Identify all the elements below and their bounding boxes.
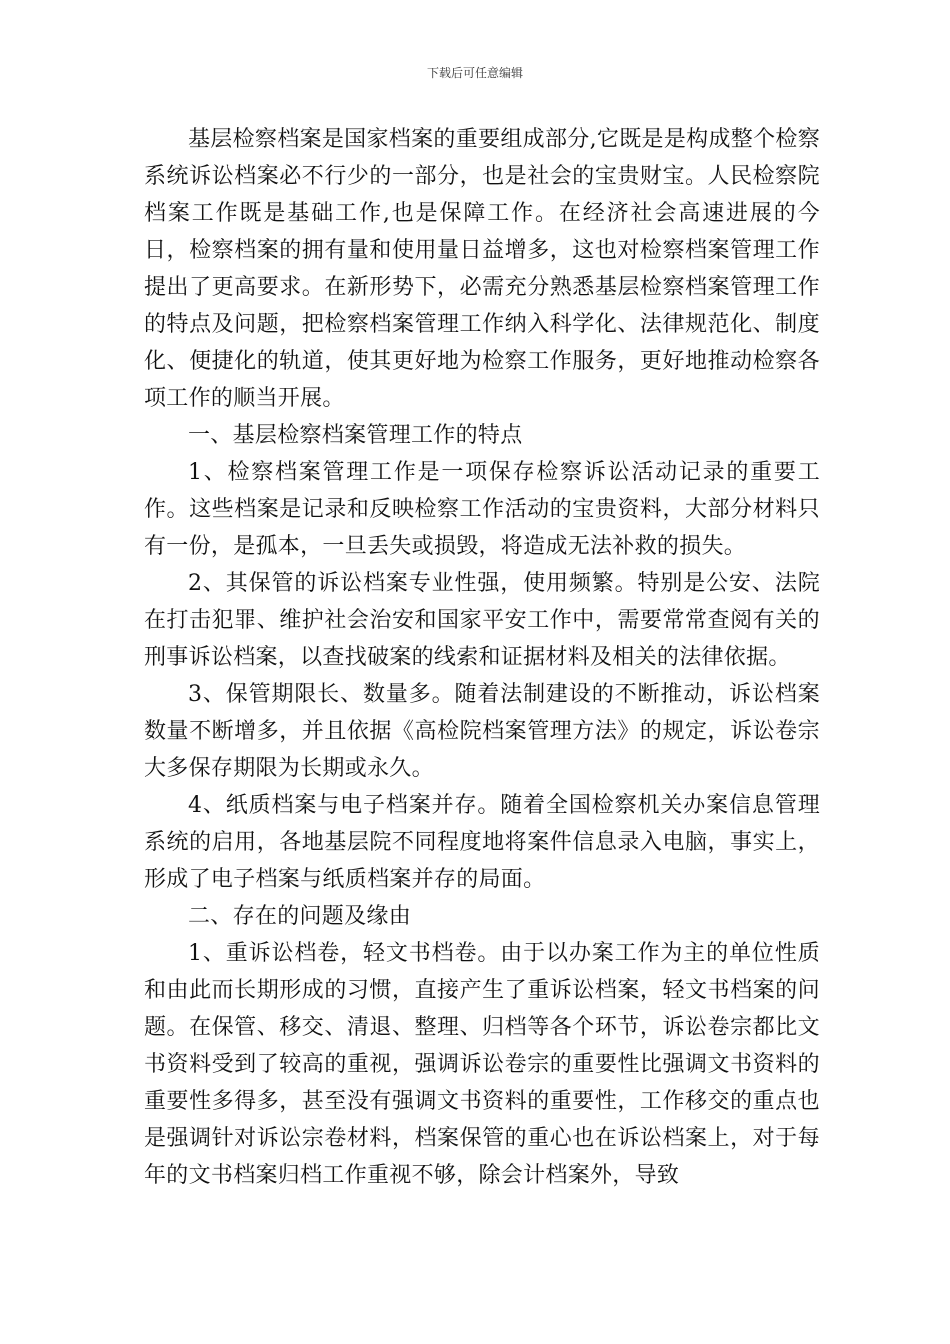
problem-paragraph-1: 1、重诉讼档卷，轻文书档卷。由于以办案工作为主的单位性质和由此而长期形成的习惯，直接产生了重诉讼档案，轻文书档案的问题。在保管、移交、清退、整理、归档等各个环节，诉讼卷宗都比文书资料受到了较高的重视，强调诉讼卷宗的重要性比强调文书资料的重要性多得多，甚至没有强调文书资料的重要性，工作移交的重点也是强调针对诉讼宗卷材料，档案保管的重心也在诉讼档案上，对于每年的文书档案归档工作重视不够，除会计档案外，导致 <box>144 941 820 1188</box>
feature-paragraph-2: 2、其保管的诉讼档案专业性强，使用频繁。特别是公安、法院在打击犯罪、维护社会治安和国家平安工作中，需要常常查阅有关的刑事诉讼档案，以查找破案的线索和证据材料及相关的法律依据。 <box>144 571 820 670</box>
feature-paragraph-1: 1、检察档案管理工作是一项保存检察诉讼活动记录的重要工作。这些档案是记录和反映检察工作活动的宝贵资料，大部分材料只有一份，是孤本，一旦丢失或损毁，将造成无法补救的损失。 <box>144 460 820 559</box>
feature-paragraph-4: 4、纸质档案与电子档案并存。随着全国检察机关办案信息管理系统的启用，各地基层院不同程度地将案件信息录入电脑，事实上，形成了电子档案与纸质档案并存的局面。 <box>144 793 820 892</box>
intro-paragraph: 基层检察档案是国家档案的重要组成部分,它既是是构成整个检察系统诉讼档案必不行少的一部分，也是社会的宝贵财宝。人民检察院档案工作既是基础工作,也是保障工作。在经济社会高速进展的今日，检察档案的拥有量和使用量日益增多，这也对检察档案管理工作提出了更高要求。在新形势下，必需充分熟悉基层检察档案管理工作的特点及问题，把检察档案管理工作纳入科学化、法律规范化、制度化、便捷化的轨道，使其更好地为检察工作服务，更好地推动检察各项工作的顺当开展。 <box>144 127 820 411</box>
section-heading-problems: 二、存在的问题及缘由 <box>188 904 412 929</box>
page-header-note: 下载后可任意编辑 <box>426 66 523 80</box>
feature-paragraph-3: 3、保管期限长、数量多。随着法制建设的不断推动，诉讼档案数量不断增多，并且依据《高检院档案管理方法》的规定，诉讼卷宗大多保存期限为长期或永久。 <box>144 682 820 781</box>
document-body <box>144 121 820 1194</box>
section-heading-features: 一、基层检察档案管理工作的特点 <box>188 423 523 448</box>
